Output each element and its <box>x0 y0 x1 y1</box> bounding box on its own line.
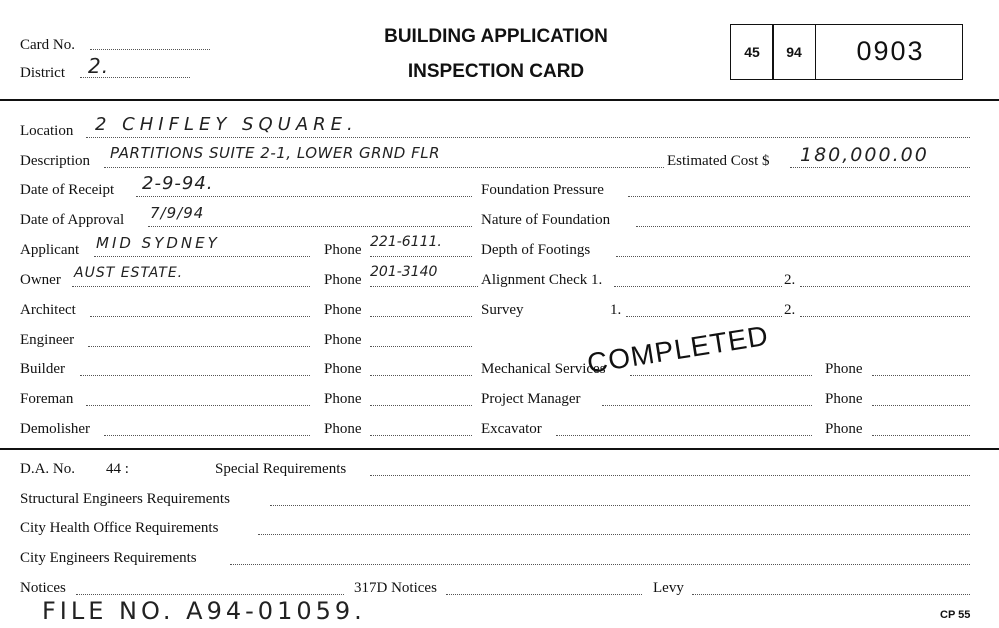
mechanical-services-label: Mechanical Services <box>481 361 606 377</box>
excavator-phone-label: Phone <box>825 421 863 437</box>
city-health-label: City Health Office Requirements <box>20 520 219 536</box>
special-requirements-label: Special Requirements <box>215 461 347 477</box>
demolisher-line <box>104 435 310 436</box>
title-line-1: BUILDING APPLICATION <box>384 26 608 47</box>
excavator-label: Excavator <box>481 421 542 437</box>
description-label: Description <box>20 153 90 169</box>
mechanical-services-phone-label: Phone <box>825 361 863 377</box>
foreman-line <box>86 405 310 406</box>
architect-line <box>90 316 310 317</box>
mid-divider <box>0 448 999 450</box>
builder-phone-line <box>370 375 472 376</box>
estimated-cost-line <box>790 167 970 168</box>
engineer-line <box>88 346 310 347</box>
nature-of-foundation-line <box>636 226 970 227</box>
architect-label: Architect <box>20 302 76 318</box>
applicant-line <box>94 256 310 257</box>
foundation-pressure-label: Foundation Pressure <box>481 182 604 198</box>
survey-line-1 <box>626 316 782 317</box>
city-engineers-label: City Engineers Requirements <box>20 550 197 566</box>
owner-phone-line <box>370 286 478 287</box>
location-value: 2 CHIFLEY SQUARE. <box>95 114 358 135</box>
code-box-part2: 94 <box>772 24 816 80</box>
estimated-cost-value: 180,000.00 <box>800 144 929 166</box>
structural-engineers-line <box>270 505 970 506</box>
date-of-receipt-value: 2-9-94. <box>142 173 214 194</box>
owner-label: Owner <box>20 272 61 288</box>
levy-line <box>692 594 970 595</box>
survey-line-2 <box>800 316 970 317</box>
project-manager-phone-line <box>872 405 970 406</box>
date-of-receipt-line <box>136 196 472 197</box>
date-of-approval-value: 7/9/94 <box>150 204 205 222</box>
description-value: PARTITIONS SUITE 2-1, LOWER GRND FLR <box>110 144 441 162</box>
location-label: Location <box>20 123 74 139</box>
project-manager-line <box>602 405 812 406</box>
structural-engineers-label: Structural Engineers Requirements <box>20 491 230 507</box>
foreman-phone-label: Phone <box>324 391 362 407</box>
da-no-label: D.A. No. <box>20 461 75 477</box>
date-of-approval-line <box>148 226 472 227</box>
code-box-part1: 45 <box>730 24 774 80</box>
applicant-label: Applicant <box>20 242 80 258</box>
nature-of-foundation-label: Nature of Foundation <box>481 212 611 228</box>
header-divider <box>0 99 999 101</box>
completed-stamp: COMPLETED <box>584 319 771 380</box>
applicant-phone-line <box>370 256 472 257</box>
owner-value: AUST ESTATE. <box>74 265 184 281</box>
date-of-approval-label: Date of Approval <box>20 212 125 228</box>
code-box-number: 0903 <box>856 36 925 66</box>
levy-label: Levy <box>653 580 684 596</box>
mechanical-services-phone-line <box>872 375 970 376</box>
estimated-cost-label: Estimated Cost $ <box>667 153 770 169</box>
mechanical-services-line <box>630 375 812 376</box>
excavator-phone-line <box>872 435 970 436</box>
survey-label-2: 2. <box>784 302 796 318</box>
builder-label: Builder <box>20 361 65 377</box>
foundation-pressure-line <box>628 196 970 197</box>
engineer-phone-label: Phone <box>324 332 362 348</box>
architect-phone-line <box>370 316 472 317</box>
da-no-value: 44 : <box>106 461 129 477</box>
city-engineers-line <box>230 564 970 565</box>
city-health-line <box>258 534 970 535</box>
district-value: 2. <box>88 54 110 78</box>
architect-phone-label: Phone <box>324 302 362 318</box>
owner-line <box>72 286 310 287</box>
card-no-label: Card No. <box>20 37 75 53</box>
location-line <box>86 137 970 138</box>
district-label: District <box>20 65 65 81</box>
applicant-phone-label: Phone <box>324 242 362 258</box>
demolisher-phone-label: Phone <box>324 421 362 437</box>
file-number: FILE NO. A94-01059. <box>42 597 366 625</box>
survey-label: Survey <box>481 302 524 318</box>
notices-label: Notices <box>20 580 66 596</box>
special-requirements-line <box>370 475 970 476</box>
alignment-check-label-2: 2. <box>784 272 796 288</box>
form-code: CP 55 <box>940 609 971 621</box>
engineer-phone-line <box>370 346 472 347</box>
demolisher-phone-line <box>370 435 472 436</box>
engineer-label: Engineer <box>20 332 75 348</box>
depth-of-footings-label: Depth of Footings <box>481 242 591 258</box>
applicant-value: MID SYDNEY <box>96 234 220 252</box>
survey-label-1: 1. <box>610 302 622 318</box>
card-no-line <box>90 49 210 50</box>
project-manager-phone-label: Phone <box>825 391 863 407</box>
notices-line <box>76 594 344 595</box>
alignment-check-label: Alignment Check 1. <box>481 272 603 288</box>
owner-phone: 201-3140 <box>370 264 438 280</box>
project-manager-label: Project Manager <box>481 391 581 407</box>
builder-phone-label: Phone <box>324 361 362 377</box>
foreman-phone-line <box>370 405 472 406</box>
notices-317d-line <box>446 594 642 595</box>
alignment-check-line-2 <box>800 286 970 287</box>
alignment-check-line-1 <box>614 286 782 287</box>
notices-317d-label: 317D Notices <box>354 580 437 596</box>
depth-of-footings-line <box>616 256 970 257</box>
description-line <box>104 167 664 168</box>
foreman-label: Foreman <box>20 391 74 407</box>
date-of-receipt-label: Date of Receipt <box>20 182 115 198</box>
builder-line <box>80 375 310 376</box>
demolisher-label: Demolisher <box>20 421 90 437</box>
applicant-phone: 221-6111. <box>370 234 442 250</box>
owner-phone-label: Phone <box>324 272 362 288</box>
title-line-2: INSPECTION CARD <box>407 61 585 82</box>
excavator-line <box>556 435 812 436</box>
